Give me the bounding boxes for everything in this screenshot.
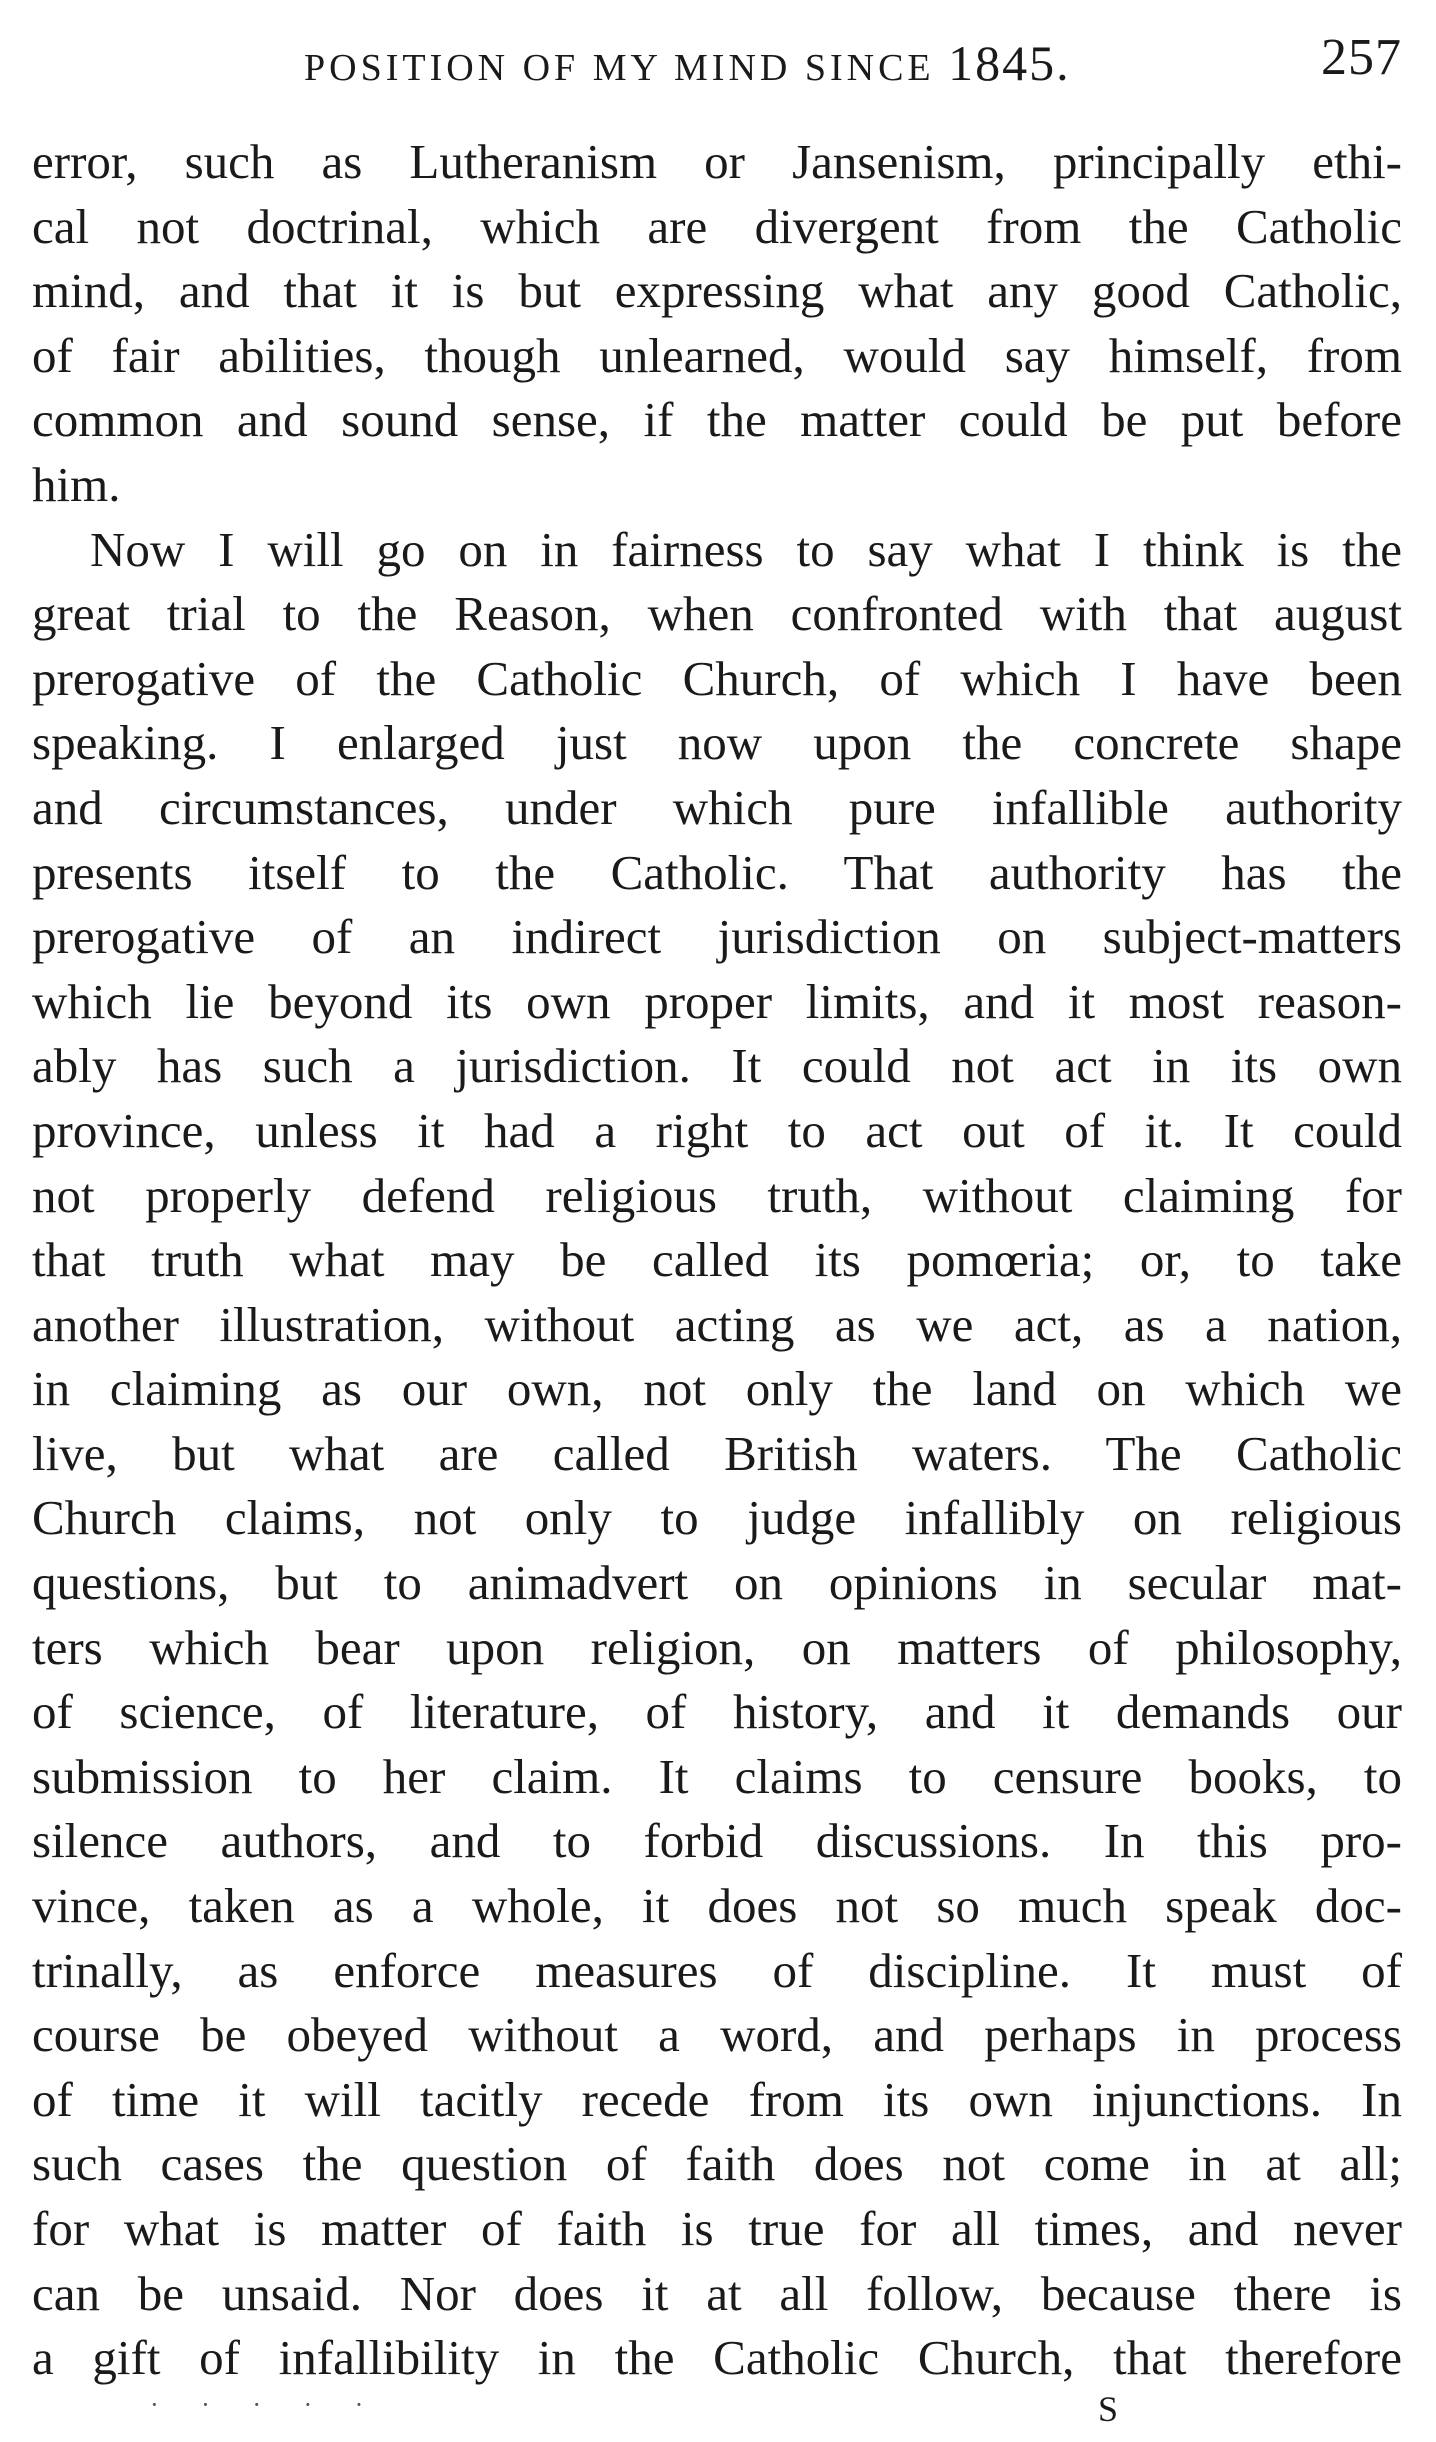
text-line: and circumstances, under which pure infallible authority [32,779,1402,835]
signature-mark: S [1098,2389,1119,2429]
text-line: ters which bear upon religion, on matters of philosophy, [32,1619,1402,1675]
text-line: prerogative of an indirect jurisdiction on subject-matters [32,909,1402,965]
text-line: for what is matter of faith is true for all times, and never [32,2201,1402,2256]
text-line: error, such as Lutheranism or Jansenism, principally ethi- [32,134,1402,189]
text-line: ably has such a jurisdiction. It could not act in its own [32,1038,1402,1094]
text-line: of time it will tacitly recede from its own injunctions. In [32,2071,1402,2127]
page-number: 257 [1321,29,1402,86]
text-line: prerogative of the Catholic Church, of which I have been [32,650,1402,706]
running-title [304,34,1071,92]
running-title-year: 1845. [948,35,1071,91]
text-line: common and sound sense, if the matter could be put before [32,392,1402,448]
text-line: that truth what may be called its pomœria; or, to take [32,1232,1402,1288]
text-line: course be obeyed without a word, and perhaps in process [32,2007,1402,2063]
text-line: Church claims, not only to judge infallibly on religious [32,1490,1402,1546]
text-line: silence authors, and to forbid discussions. In this pro- [32,1813,1402,1869]
text-line: cal not doctrinal, which are divergent from the Catholic [32,198,1402,254]
body-text [32,130,1402,2391]
text-line: speaking. I enlarged just now upon the concrete shape [32,715,1402,771]
text-line: mind, and that it is but expressing what any good Catholic, [32,263,1402,319]
text-line: questions, but to animadvert on opinions in secular mat- [32,1555,1402,1611]
running-head [32,28,1402,91]
text-line: of science, of literature, of history, and it demands our [32,1684,1402,1740]
cut-off-line-fragment: · · · · · [150,2390,382,2419]
text-line: a gift of infallibility in the Catholic Church, that therefore [32,2330,1402,2386]
text-line: great trial to the Reason, when confronted with that august [32,586,1402,642]
text-line: not properly defend religious truth, without claiming for [32,1167,1402,1223]
text-line: of fair abilities, though unlearned, would say himself, from [32,327,1402,383]
text-line: in claiming as our own, not only the land on which we [32,1361,1402,1417]
text-line: submission to her claim. It claims to censure books, to [32,1748,1402,1804]
text-line: which lie beyond its own proper limits, and it most reason- [32,973,1402,1029]
text-line: vince, taken as a whole, it does not so much speak doc- [32,1878,1402,1934]
text-line: trinally, as enforce measures of discipline. It must of [32,1942,1402,1998]
text-line: live, but what are called British waters. The Catholic [32,1425,1402,1481]
text-line: another illustration, without acting as we act, as a nation, [32,1296,1402,1352]
text-line: can be unsaid. Nor does it at all follow, because there is [32,2265,1402,2321]
text-line: Now I will go on in fairness to say what I think is the [90,521,1402,577]
running-title-text: POSITION OF MY MIND SINCE [304,47,949,89]
text-line: him. [32,456,121,512]
text-line: presents itself to the Catholic. That authority has the [32,844,1402,900]
text-line: such cases the question of faith does not come in at all; [32,2136,1402,2192]
text-line: province, unless it had a right to act out of it. It could [32,1102,1402,1158]
